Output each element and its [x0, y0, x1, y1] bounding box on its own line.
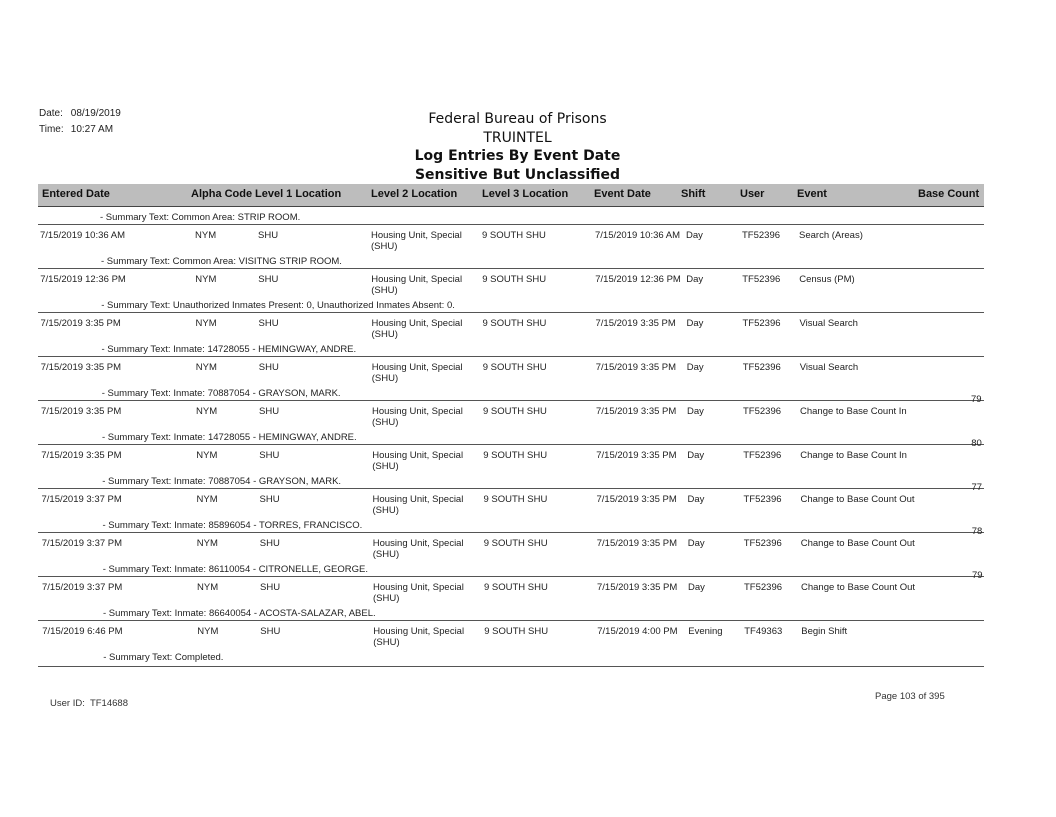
level3-location-cell: 9 SOUTH SHU	[482, 318, 547, 329]
report-time: 10:27 AM	[70, 124, 114, 135]
event-cell: Visual Search	[799, 362, 859, 373]
alpha-code-cell: NYM	[195, 274, 217, 285]
level3-location-cell: 9 SOUTH SHU	[482, 362, 547, 373]
level1-location-cell: SHU	[259, 494, 280, 505]
level2-location-cell: Housing Unit, Special (SHU)	[373, 626, 465, 648]
summary-text: - Summary Text: Inmate: 86110054 - CITRONELLE, GEORGE.	[102, 564, 368, 575]
report-date: 08/19/2019	[70, 108, 121, 119]
base-count-cell: 77	[971, 482, 983, 493]
table-row	[0, 268, 1056, 312]
user-cell: TF49363	[744, 626, 783, 637]
table-row	[0, 438, 1056, 488]
level3-location-cell: 9 SOUTH SHU	[482, 230, 546, 241]
summary-text: - Summary Text: Unauthorized Inmates Present: 0, Unauthorized Inmates Absent: 0.	[101, 300, 455, 311]
level1-location-cell: SHU	[259, 538, 280, 549]
event-cell: Visual Search	[799, 318, 858, 329]
shift-cell: Day	[688, 582, 705, 593]
row-divider	[38, 356, 984, 357]
row-divider	[38, 312, 984, 313]
event-date-cell: 7/15/2019 3:35 PM	[595, 362, 677, 373]
alpha-code-cell: NYM	[196, 494, 218, 505]
shift-cell: Day	[686, 318, 704, 329]
title-report-name: Log Entries By Event Date	[414, 148, 621, 164]
page-number: Page 103 of 395	[875, 691, 945, 702]
level2-location-cell: Housing Unit, Special (SHU)	[371, 274, 463, 296]
base-count-cell: 80	[971, 438, 982, 449]
user-id-value: TF14688	[89, 698, 128, 709]
alpha-code-cell: NYM	[196, 538, 218, 549]
level2-location-cell: Housing Unit, Special (SHU)	[371, 230, 462, 252]
user-id-label: User ID:	[50, 698, 85, 709]
level2-location-cell: Housing Unit, Special (SHU)	[372, 494, 464, 516]
event-date-cell: 7/15/2019 12:36 PM	[595, 274, 681, 285]
shift-cell: Day	[687, 494, 705, 505]
entered-date-cell: 7/15/2019 3:37 PM	[41, 538, 123, 549]
table-row	[0, 394, 1056, 444]
level1-location-cell: SHU	[259, 406, 280, 417]
user-cell: TF52396	[742, 274, 781, 285]
user-cell: TF52396	[743, 406, 782, 417]
row-divider	[38, 268, 984, 269]
base-count-cell: 78	[971, 526, 983, 537]
table-row	[0, 356, 1056, 400]
row-divider	[38, 444, 984, 445]
user-cell: TF52396	[742, 362, 781, 373]
user-cell: TF52396	[743, 538, 782, 549]
col-event-date: Event Date	[594, 188, 651, 200]
base-count-cell: 79	[972, 570, 983, 581]
summary-text: - Summary Text: Inmate: 85896054 - TORRES, FRANCISCO.	[102, 520, 363, 531]
user-cell: TF52396	[742, 318, 781, 329]
alpha-code-cell: NYM	[195, 230, 217, 241]
entered-date-cell: 7/15/2019 3:35 PM	[40, 362, 122, 373]
row-divider	[38, 224, 984, 225]
entered-date-cell: 7/15/2019 6:46 PM	[42, 626, 123, 637]
col-shift: Shift	[681, 188, 706, 200]
event-cell: Change to Base Count Out	[801, 582, 916, 593]
alpha-code-cell: NYM	[197, 582, 219, 593]
level1-location-cell: SHU	[258, 274, 279, 285]
col-level3-location: Level 3 Location	[482, 188, 569, 200]
event-cell: Begin Shift	[801, 626, 848, 637]
entered-date-cell: 7/15/2019 3:35 PM	[41, 406, 122, 417]
level1-location-cell: SHU	[258, 230, 279, 241]
user-cell: TF52396	[744, 582, 783, 593]
entered-date-cell: 7/15/2019 3:35 PM	[40, 318, 121, 329]
event-cell: Change to Base Count In	[800, 450, 907, 461]
user-cell: TF52396	[743, 494, 782, 505]
level3-location-cell: 9 SOUTH SHU	[483, 494, 548, 505]
date-label: Date:	[39, 108, 63, 119]
table-row	[0, 526, 1056, 576]
row-divider	[38, 532, 984, 533]
shift-cell: Day	[686, 362, 704, 373]
alpha-code-cell: NYM	[195, 362, 217, 373]
table-bottom-rule	[38, 666, 984, 667]
first-summary-text: - Summary Text: Common Area: STRIP ROOM.	[100, 212, 301, 223]
entered-date-cell: 7/15/2019 3:37 PM	[41, 494, 122, 505]
level2-location-cell: Housing Unit, Special (SHU)	[372, 450, 464, 472]
report-title	[400, 110, 635, 184]
title-system: TRUINTEL	[483, 129, 552, 146]
col-base-count: Base Count	[918, 188, 980, 200]
event-cell: Census (PM)	[799, 274, 855, 285]
shift-cell: Day	[686, 274, 704, 285]
level3-location-cell: 9 SOUTH SHU	[483, 406, 547, 417]
event-cell: Change to Base Count In	[800, 406, 907, 417]
event-date-cell: 7/15/2019 3:35 PM	[596, 538, 678, 549]
col-event: Event	[797, 188, 827, 200]
user-cell: TF52396	[743, 450, 782, 461]
entered-date-cell: 7/15/2019 10:36 AM	[40, 230, 126, 241]
summary-text: - Summary Text: Common Area: VISITNG STRIP ROOM.	[101, 256, 342, 267]
summary-text: - Summary Text: Inmate: 70887054 - GRAYSON, MARK.	[101, 388, 341, 399]
event-date-cell: 7/15/2019 4:00 PM	[597, 626, 678, 637]
report-meta	[39, 106, 121, 138]
entered-date-cell: 7/15/2019 3:35 PM	[41, 450, 122, 461]
alpha-code-cell: NYM	[196, 406, 218, 417]
title-agency: Federal Bureau of Prisons	[428, 111, 607, 127]
alpha-code-cell: NYM	[195, 318, 217, 329]
table-row	[0, 620, 1056, 664]
summary-text: - Summary Text: Inmate: 14728055 - HEMINGWAY, ANDRE.	[102, 432, 357, 443]
base-count-cell: 79	[971, 394, 982, 405]
user-cell: TF52396	[742, 230, 781, 241]
time-label: Time:	[39, 124, 64, 135]
level3-location-cell: 9 SOUTH SHU	[484, 626, 549, 637]
level3-location-cell: 9 SOUTH SHU	[483, 538, 548, 549]
entered-date-cell: 7/15/2019 3:37 PM	[42, 582, 123, 593]
footer-user-id	[50, 698, 128, 709]
summary-text: - Summary Text: Inmate: 70887054 - GRAYSON, MARK.	[102, 476, 342, 487]
title-classification: Sensitive But Unclassified	[414, 166, 621, 183]
col-entered-date: Entered Date	[42, 188, 110, 200]
row-divider	[38, 400, 984, 401]
col-user: User	[740, 188, 765, 200]
level3-location-cell: 9 SOUTH SHU	[482, 274, 547, 285]
alpha-code-cell: NYM	[196, 450, 218, 461]
event-cell: Change to Base Count Out	[800, 494, 915, 505]
level1-location-cell: SHU	[259, 450, 280, 461]
event-cell: Search (Areas)	[799, 230, 863, 241]
shift-cell: Day	[687, 406, 704, 417]
row-divider	[38, 488, 984, 489]
col-level1-location: Level 1 Location	[255, 188, 342, 200]
event-date-cell: 7/15/2019 3:35 PM	[596, 406, 677, 417]
summary-text: - Summary Text: Inmate: 14728055 - HEMINGWAY, ANDRE.	[101, 344, 357, 355]
level2-location-cell: Housing Unit, Special (SHU)	[371, 362, 463, 384]
table-row	[0, 482, 1056, 532]
table-header	[38, 184, 984, 207]
event-date-cell: 7/15/2019 3:35 PM	[596, 494, 677, 505]
row-divider	[38, 576, 984, 577]
level1-location-cell: SHU	[260, 626, 281, 637]
shift-cell: Evening	[688, 626, 723, 637]
table-row	[0, 224, 1056, 268]
level2-location-cell: Housing Unit, Special (SHU)	[372, 538, 464, 560]
summary-text: - Summary Text: Completed.	[103, 652, 224, 663]
table-row	[0, 570, 1056, 620]
col-level2-location: Level 2 Location	[371, 188, 458, 200]
row-divider	[38, 620, 984, 621]
table-row	[0, 312, 1056, 356]
event-date-cell: 7/15/2019 3:35 PM	[597, 582, 678, 593]
event-date-cell: 7/15/2019 3:35 PM	[595, 318, 676, 329]
shift-cell: Day	[687, 450, 705, 461]
col-alpha-code: Alpha Code	[191, 188, 253, 200]
event-cell: Change to Base Count Out	[800, 538, 915, 549]
summary-text: - Summary Text: Inmate: 86640054 - ACOSTA-SALAZAR, ABEL.	[103, 608, 376, 619]
level2-location-cell: Housing Unit, Special (SHU)	[371, 318, 463, 340]
event-date-cell: 7/15/2019 3:35 PM	[596, 450, 677, 461]
level3-location-cell: 9 SOUTH SHU	[484, 582, 548, 593]
level1-location-cell: SHU	[258, 362, 279, 373]
shift-cell: Day	[687, 538, 705, 549]
entered-date-cell: 7/15/2019 12:36 PM	[40, 274, 126, 285]
level2-location-cell: Housing Unit, Special (SHU)	[372, 406, 463, 428]
level3-location-cell: 9 SOUTH SHU	[483, 450, 548, 461]
event-date-cell: 7/15/2019 10:36 AM	[595, 230, 681, 241]
level1-location-cell: SHU	[258, 318, 279, 329]
alpha-code-cell: NYM	[197, 626, 219, 637]
level2-location-cell: Housing Unit, Special (SHU)	[373, 582, 464, 604]
level1-location-cell: SHU	[260, 582, 281, 593]
shift-cell: Day	[686, 230, 703, 241]
